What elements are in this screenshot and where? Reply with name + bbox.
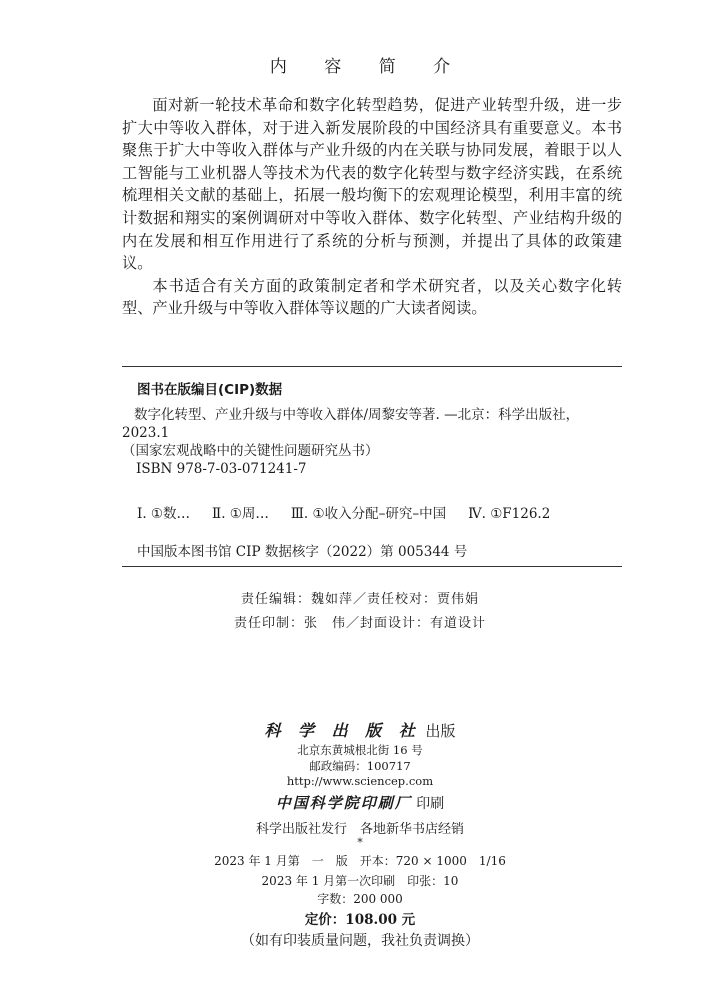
quality-note: （如有印装质量问题，我社负责调换）: [241, 933, 479, 949]
cip-class-item: Ⅰ. ①数…: [137, 506, 191, 522]
cip-class-item: Ⅱ. ①周…: [212, 506, 269, 522]
cip-record-date: 2023.1: [122, 425, 170, 441]
cip-record-line: 数字化转型、产业升级与中等收入群体/周黎安等著. —北京：科学出版社，: [134, 407, 580, 423]
separator-star: *: [357, 836, 363, 849]
printer-line: [0, 792, 720, 813]
summary-paragraph: 面对新一轮技术革命和数字化转型趋势，促进产业转型升级，进一步扩大中等收入群体，对于进入新发展阶段的中国经济具有重要意义。本书聚焦于扩大中等收入群体与产业升级的内在关联与协同发展，着眼于以人工智能与工业机器人等技术为代表的数字化转型与数字经济实践，在系统梳理相关文献的基础上，拓展一般均衡下的宏观理论模型，利用丰富的统计数据和翔实的案例调研对中等收入群体、数字化转型、产业结构升级的内在发展和相互作用进行了系统的分析与预测，并提出了具体的政策建议。: [122, 96, 622, 273]
editor-credits: 责任编辑：魏如萍／责任校对：贾伟娟: [240, 592, 479, 607]
cip-series: （国家宏观战略中的关键性问题研究丛书）: [122, 443, 379, 459]
summary-text: [122, 94, 622, 320]
printing-line: 2023 年 1 月第一次印刷 印张：10: [261, 874, 459, 888]
publisher-logo: 科 学 出 版 社: [264, 721, 421, 740]
publisher-suffix: 出版: [425, 722, 456, 740]
cip-bottom-divider: [122, 566, 622, 567]
cip-class-item: Ⅲ. ①收入分配–研究–中国: [290, 506, 447, 522]
cip-top-divider: [122, 366, 622, 367]
word-count: 字数：200 000: [317, 892, 403, 906]
printer-logo: 中国科学院印刷厂: [275, 794, 412, 812]
summary-paragraph: 本书适合有关方面的政策制定者和学术研究者，以及关心数字化转型、产业升级与中等收入群体等议题的广大读者阅读。: [122, 276, 622, 318]
cip-heading: 图书在版编目(CIP)数据: [137, 382, 283, 398]
publisher-address: 北京东黄城根北街 16 号: [297, 743, 423, 757]
cip-classification: [137, 502, 572, 522]
publisher-url: http://www.sciencep.com: [286, 774, 434, 788]
distribution-line: 科学出版社发行 各地新华书店经销: [255, 822, 464, 837]
postcode: 邮政编码：100717: [309, 759, 411, 773]
price: 定价：108.00 元: [304, 912, 416, 928]
production-credits: 责任印制：张 伟／封面设计：有道设计: [233, 616, 486, 631]
edition-line: 2023 年 1 月第 一 版 开本：720 × 1000 1/16: [214, 854, 506, 868]
cip-number: 中国版本图书馆 CIP 数据核字（2022）第 005344 号: [137, 544, 468, 560]
cip-isbn: ISBN 978-7-03-071241-7: [136, 461, 307, 477]
page-title: 内 容 简 介: [269, 57, 467, 77]
printer-suffix: 印刷: [416, 796, 445, 812]
cip-class-item: Ⅳ. ①F126.2: [468, 506, 551, 522]
cip-record: [122, 406, 622, 478]
publisher-line: [0, 718, 720, 741]
